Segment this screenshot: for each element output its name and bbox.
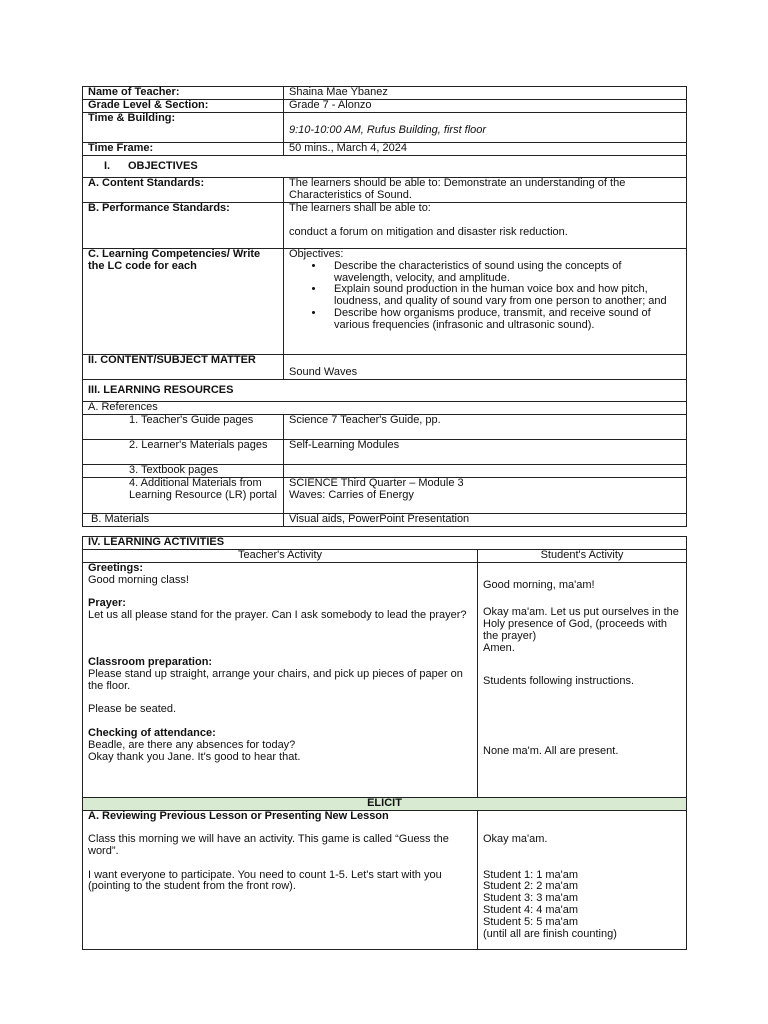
- content-standards-label: A. Content Standards:: [83, 178, 284, 203]
- list-item: (until all are finish counting): [483, 927, 617, 940]
- attend-teacher1: Beadle, are there any absences for today?: [88, 738, 296, 751]
- grade-value: Grade 7 - Alonzo: [284, 100, 687, 113]
- list-item: • Describe how organisms produce, transmit, and receive sound of various frequencies (infrasonic and ultrasonic sound).: [325, 308, 681, 332]
- list-item: Student 3: 3 ma'am: [483, 892, 579, 905]
- seated-text: Please be seated.: [88, 703, 177, 716]
- elicit-heading: ELICIT: [83, 797, 687, 810]
- lc-list: [289, 261, 681, 332]
- lc-intro: Objectives:: [289, 248, 344, 260]
- ref-label-2: 2. Learner's Materials pages: [83, 439, 284, 464]
- prep-title: Classroom preparation:: [88, 656, 213, 669]
- student-col-header: Student's Activity: [478, 550, 687, 563]
- frame-value: 50 mins., March 4, 2024: [284, 143, 687, 156]
- prep-student: Students following instructions.: [483, 675, 635, 688]
- ref-label-3: 3. Textbook pages: [83, 464, 284, 477]
- resources-heading: III. LEARNING RESOURCES: [83, 380, 687, 402]
- materials-label: B. Materials: [83, 513, 284, 526]
- lesson-info-table: [82, 86, 687, 527]
- prayer-teacher: Let us all please stand for the prayer. Can I ask somebody to lead the prayer?: [88, 608, 467, 621]
- attend-title: Checking of attendance:: [88, 726, 216, 739]
- performance-line1: The learners shall be able to:: [289, 202, 431, 214]
- teacher-label: Name of Teacher:: [83, 87, 284, 100]
- review-title: A. Reviewing Previous Lesson or Presenting New Lesson: [88, 809, 389, 822]
- grade-label: Grade Level & Section:: [83, 100, 284, 113]
- ref-label-1: 1. Teacher's Guide pages: [83, 414, 284, 439]
- ref-label-4: 4. Additional Materials from Learning Resource (LR) portal: [83, 477, 284, 513]
- greet-student: Good morning, ma'am!: [483, 578, 595, 591]
- performance-label: B. Performance Standards:: [83, 203, 284, 249]
- objectives-heading: I. OBJECTIVES: [83, 156, 687, 178]
- review-teacher2: I want everyone to participate. You need to count 1-5. Let's start with you (pointing to the student from the front row).: [88, 868, 442, 893]
- review-teacher1: Class this morning we will have an activity. This game is called “Guess the word”.: [88, 833, 449, 857]
- list-item: Student 5: 5 ma'am: [483, 915, 579, 928]
- content-standards-value: The learners should be able to: Demonstrate an understanding of the Characteristics of Sound.: [284, 178, 687, 203]
- list-item: Student 1: 1 ma'am: [483, 868, 579, 881]
- list-item: • Describe the characteristics of sound using the concepts of wavelength, velocity, and amplitude.: [325, 261, 681, 285]
- teacher-col-header: Teacher's Activity: [83, 550, 478, 563]
- time-label: Time & Building:: [83, 113, 284, 143]
- lc-label: C. Learning Competencies/ Write the LC code for each: [83, 249, 284, 355]
- frame-label: Time Frame:: [83, 143, 284, 156]
- content-value: Sound Waves: [284, 355, 687, 380]
- list-item: Student 4: 4 ma'am: [483, 903, 579, 916]
- teacher-value: Shaina Mae Ybanez: [284, 87, 687, 100]
- prayer-amen: Amen.: [483, 641, 515, 654]
- list-item: Student 2: 2 ma'am: [483, 880, 579, 893]
- references-label: A. References: [83, 402, 687, 415]
- greet-teacher: Good morning class!: [88, 573, 189, 586]
- activities-heading: IV. LEARNING ACTIVITIES: [83, 537, 687, 550]
- time-value: 9:10-10:00 AM, Rufus Building, first floor: [289, 123, 487, 136]
- materials-value: Visual aids, PowerPoint Presentation: [284, 513, 687, 526]
- prayer-title: Prayer:: [88, 597, 126, 610]
- content-label: II. CONTENT/SUBJECT MATTER: [83, 355, 284, 380]
- ref-value-1: Science 7 Teacher's Guide, pp.: [284, 414, 687, 439]
- performance-line2: conduct a forum on mitigation and disaster risk reduction.: [289, 225, 568, 238]
- review-student1: Okay ma'am.: [483, 833, 548, 846]
- prep-teacher: Please stand up straight, arrange your chairs, and pick up pieces of paper on the floor.: [88, 667, 463, 692]
- ref-value-4: SCIENCE Third Quarter – Module 3 Waves: Carries of Energy: [284, 477, 687, 513]
- ref-value-2: Self-Learning Modules: [284, 439, 687, 464]
- learning-activities-table: [82, 536, 687, 950]
- attend-student: None ma'm. All are present.: [483, 745, 619, 758]
- attend-teacher2: Okay thank you Jane. It's good to hear that.: [88, 750, 301, 763]
- greet-title: Greetings:: [88, 561, 144, 574]
- prayer-student: Okay ma'am. Let us put ourselves in the Holy presence of God, (proceeds with the prayer): [483, 606, 679, 642]
- ref-value-3: [284, 464, 687, 477]
- list-item: • Explain sound production in the human voice box and how pitch, loudness, and quality of sound vary from one person to another; and: [325, 284, 681, 308]
